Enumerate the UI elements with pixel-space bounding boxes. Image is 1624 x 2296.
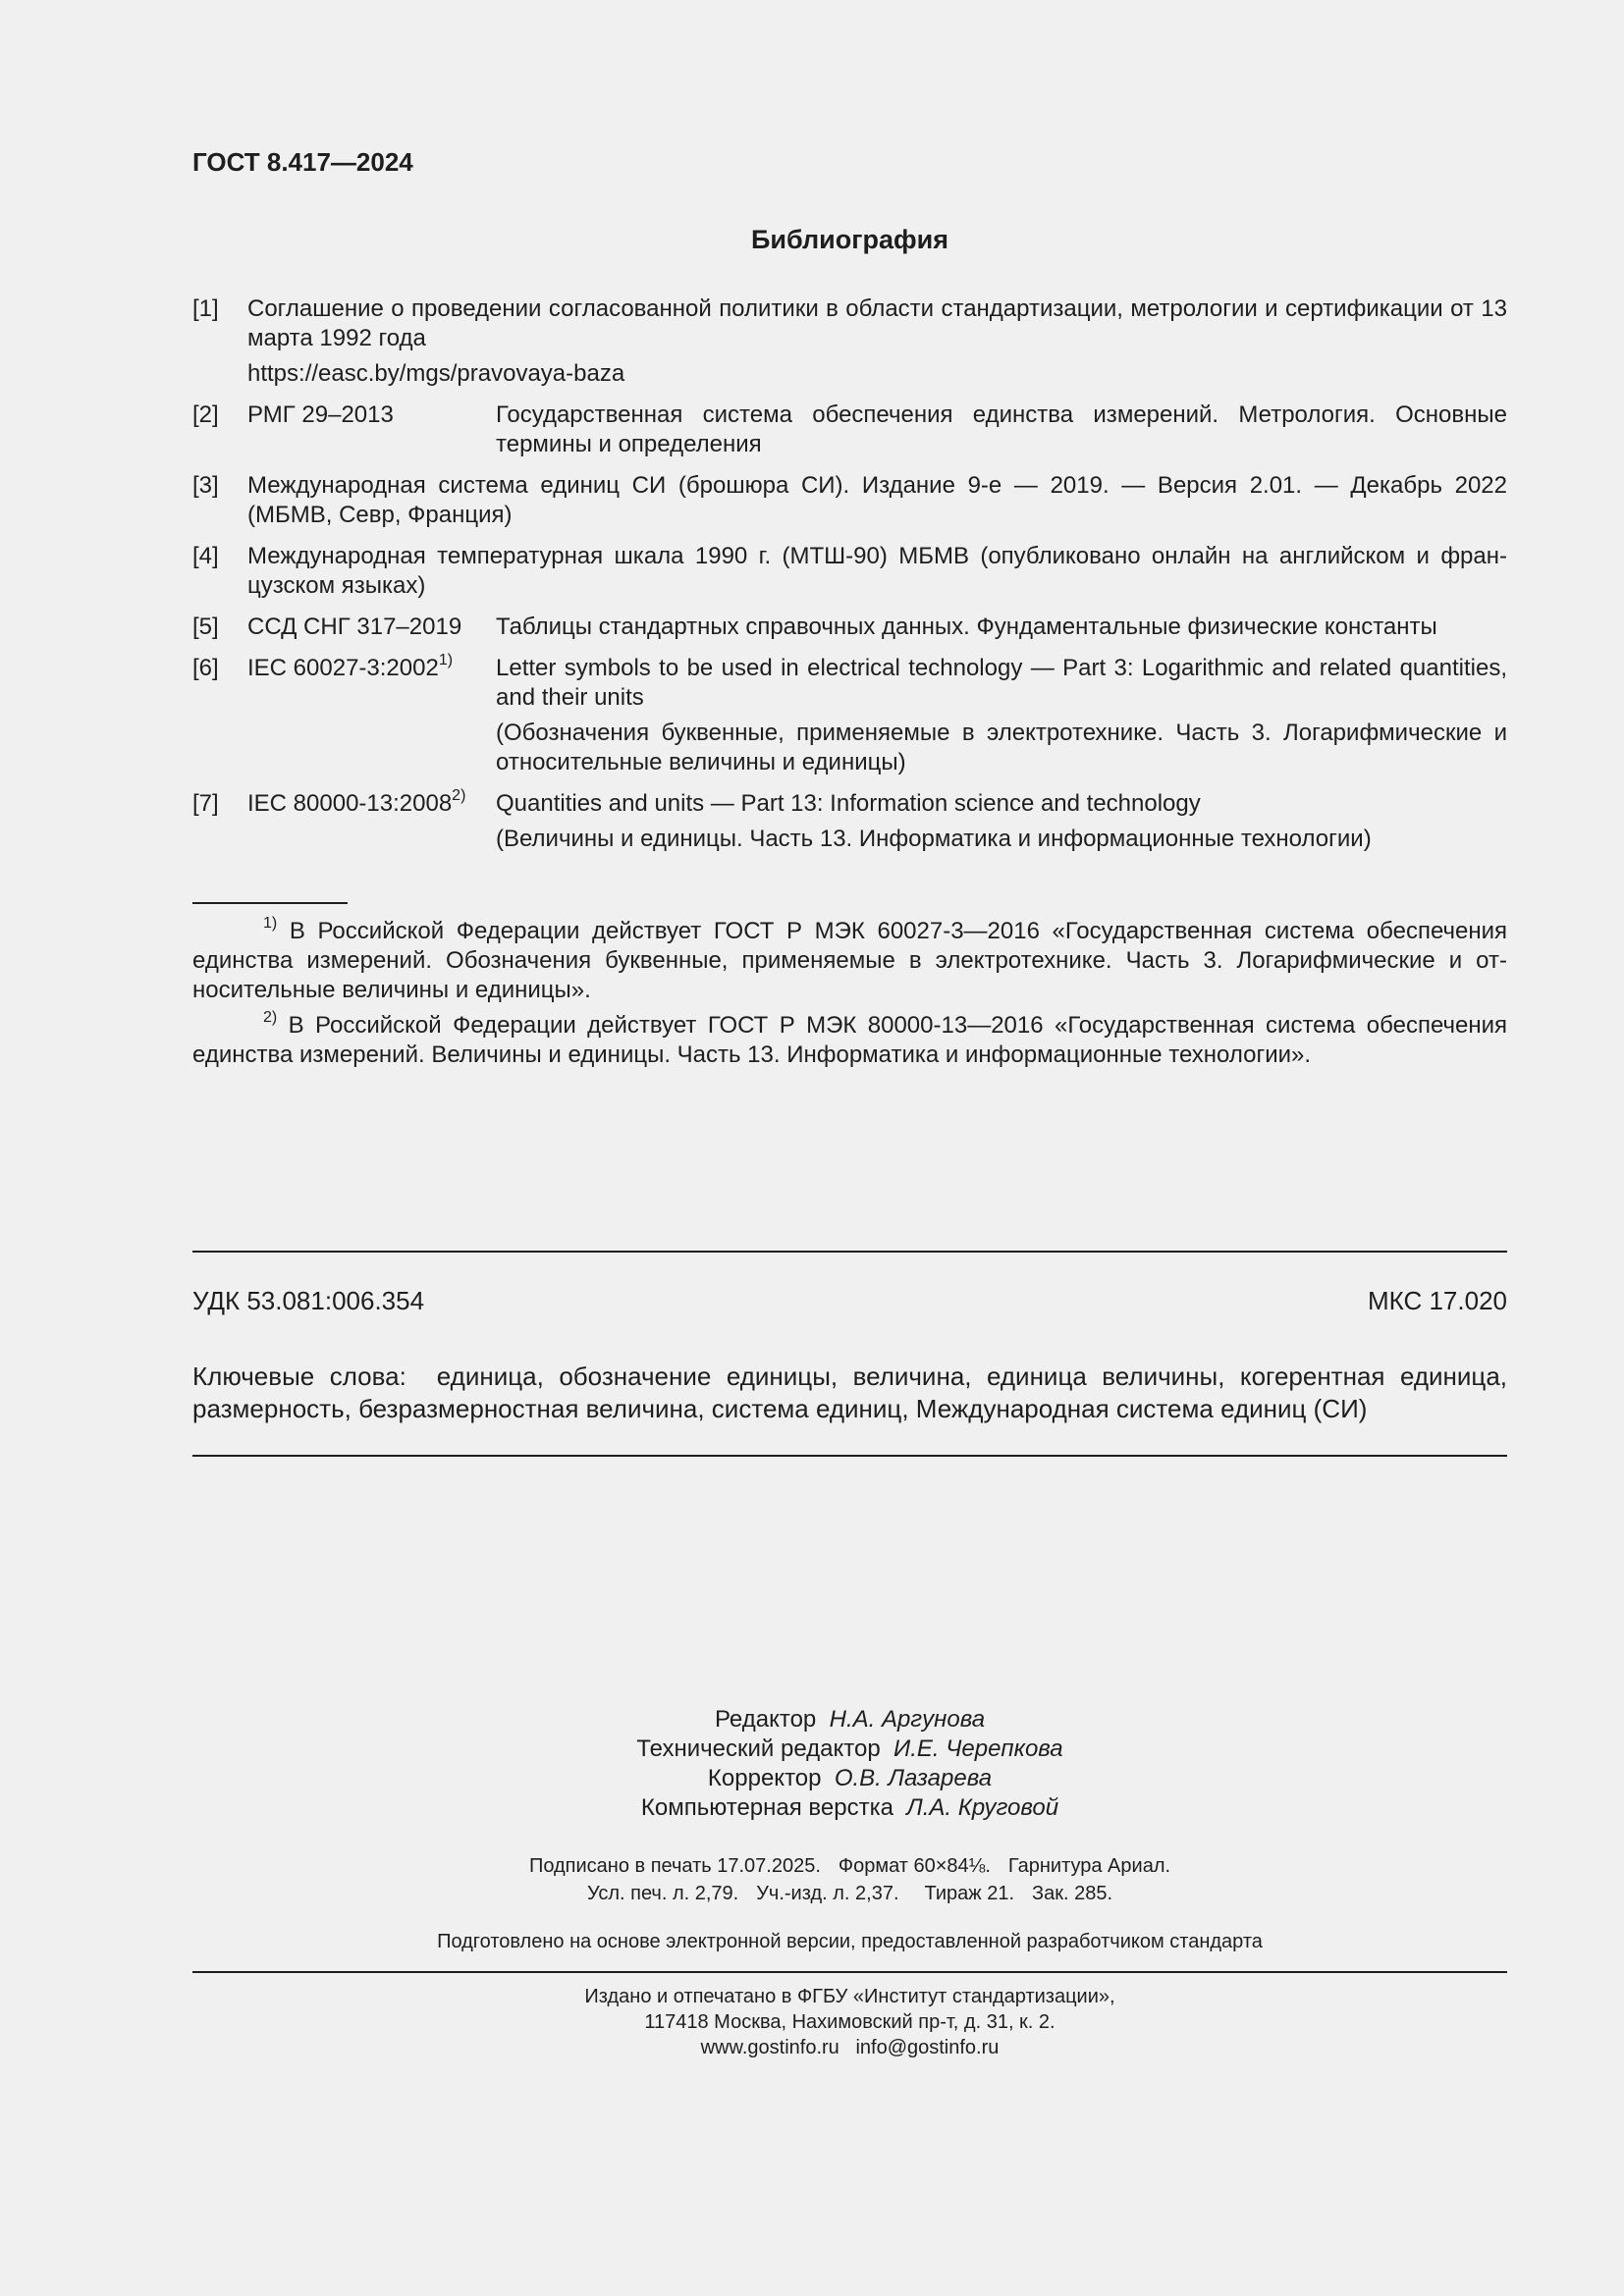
entry-paragraph: Международная температурная шкала 1990 г. (МТШ-90) МБМВ (опубликовано онлайн на английском и фран-цузском языках) bbox=[247, 543, 1507, 599]
entry-text bbox=[496, 613, 1507, 642]
entry-paragraph: Quantities and units — Part 13: Information science and technology bbox=[496, 790, 1201, 817]
entry-paragraph: Таблицы стандартных справочных данных. Фундаментальные физические константы bbox=[496, 614, 1437, 640]
entry-code: ССД СНГ 317–2019 bbox=[247, 614, 462, 640]
entry-text bbox=[496, 789, 1507, 854]
bibliography-entry bbox=[192, 294, 1507, 389]
entry-code: РМГ 29–2013 bbox=[247, 401, 394, 428]
publisher-address: 117418 Москва, Нахимовский пр-т, д. 31, к. 2. bbox=[644, 2011, 1056, 2033]
entry-paragraph: (Обозначения буквенные, применяемые в электротехнике. Часть 3. Логарифмические и относительные величины и единицы) bbox=[496, 720, 1507, 775]
entry-paragraph: https://easc.by/mgs/pravovaya-baza bbox=[247, 360, 625, 387]
document-code: ГОСТ 8.417—2024 bbox=[192, 147, 413, 177]
top-divider bbox=[192, 1251, 1507, 1253]
print-info bbox=[192, 1852, 1507, 1907]
entry-number: [2] bbox=[192, 401, 219, 428]
credit-corrector: Корректор О.В. Лазарева bbox=[707, 1765, 993, 1791]
bibliography-entry bbox=[192, 654, 1507, 777]
entry-number: [3] bbox=[192, 472, 219, 499]
footnote-mark: 2) bbox=[263, 1009, 278, 1026]
entry-paragraph: Letter symbols to be used in electrical technology — Part 3: Logarithmic and related quantities, and their units bbox=[496, 655, 1507, 711]
footnote-text: В Российской Федерации действует ГОСТ Р МЭК 80000-13—2016 «Государственная система обеспечения единства измерений. Величины и единицы. Часть 13. Информатика и информационные технологии». bbox=[192, 1012, 1507, 1068]
footnote-ref: 1) bbox=[438, 652, 454, 668]
entry-number: [4] bbox=[192, 543, 219, 569]
mks-code: МКС 17.020 bbox=[1367, 1286, 1507, 1315]
entry-paragraph: Международная система единиц СИ (брошюра СИ). Издание 9-е — 2019. — Версия 2.01. — Декабрь 2022 (МБМВ, Севр, Франция) bbox=[247, 472, 1507, 528]
credit-layout: Компьютерная верстка Л.А. Круговой bbox=[640, 1794, 1059, 1821]
footnote-text: В Российской Федерации действует ГОСТ Р МЭК 60027-3—2016 «Государственная система обеспечения единства измерений. Обозначения буквенные, применяемые в электротехнике. Часть 3. Логарифмические и от-носительные величины и единицы». bbox=[192, 918, 1507, 1003]
prepared-note: Подготовлено на основе электронной версии, предоставленной разработчиком стандарта bbox=[437, 1931, 1263, 1952]
publisher-site-link[interactable]: www.gostinfo.ru bbox=[700, 2037, 839, 2058]
entry-text bbox=[496, 400, 1507, 459]
bottom-divider bbox=[192, 1455, 1507, 1457]
entry-text bbox=[247, 294, 1507, 389]
footnote-divider bbox=[192, 902, 348, 904]
udk-code: УДК 53.081:006.354 bbox=[192, 1286, 425, 1315]
footnote-ref: 2) bbox=[452, 787, 466, 804]
entry-text bbox=[247, 471, 1507, 530]
credit-tech-editor: Технический редактор И.Е. Черепкова bbox=[636, 1735, 1063, 1762]
bibliography-title: Библиография bbox=[751, 225, 948, 254]
publisher-divider bbox=[192, 1971, 1507, 1973]
bibliography-entry bbox=[192, 613, 1507, 642]
footnote-mark: 1) bbox=[263, 915, 278, 932]
print-info-line-2: Усл. печ. л. 2,79. Уч.-изд. л. 2,37. Тираж 21. Зак. 285. bbox=[586, 1883, 1113, 1904]
keywords-text: единица, обозначение единицы, величина, единица величины, когерентная единица, размерность, безразмерностная величина, система единиц, Международная система единиц (СИ) bbox=[192, 1362, 1508, 1423]
publisher-info bbox=[192, 1984, 1507, 2060]
publisher-line-1: Издано и отпечатано в ФГБУ «Институт стандартизации», bbox=[584, 1986, 1115, 2007]
entry-text bbox=[496, 654, 1507, 777]
print-info-line-1: Подписано в печать 17.07.2025. Формат 60×84⅛. Гарнитура Ариал. bbox=[528, 1855, 1171, 1877]
publisher-contacts bbox=[192, 2035, 1507, 2060]
entry-number: [6] bbox=[192, 655, 219, 681]
credits bbox=[192, 1705, 1507, 1823]
bibliography-entry bbox=[192, 789, 1507, 854]
entry-text bbox=[247, 542, 1507, 601]
bibliography-list bbox=[192, 294, 1507, 866]
footnote bbox=[192, 1011, 1507, 1070]
entry-code: IEC 80000-13:2008$^{2)}$ bbox=[247, 787, 466, 817]
credit-editor: Редактор Н.А. Аргунова bbox=[714, 1706, 986, 1733]
entry-number: [5] bbox=[192, 614, 219, 640]
footnote bbox=[192, 917, 1507, 1005]
keywords-label: Ключевые слова: bbox=[192, 1362, 406, 1391]
entry-paragraph: Соглашение о проведении согласованной политики в области стандартизации, метрологии и сертификации от 13 марта 1992 года bbox=[247, 295, 1507, 351]
keywords-block bbox=[192, 1361, 1507, 1425]
document-page bbox=[192, 0, 1507, 2296]
publisher-email-link[interactable]: info@gostinfo.ru bbox=[855, 2037, 1000, 2058]
entry-paragraph: (Величины и единицы. Часть 13. Информатика и информационные технологии) bbox=[496, 826, 1372, 852]
entry-number: [7] bbox=[192, 790, 219, 817]
entry-number: [1] bbox=[192, 295, 219, 322]
bibliography-entry bbox=[192, 471, 1507, 530]
bibliography-entry bbox=[192, 400, 1507, 459]
footnotes bbox=[192, 917, 1507, 1076]
entry-code: IEC 60027-3:2002$^{1)}$ bbox=[247, 652, 454, 681]
entry-paragraph: Государственная система обеспечения единства измерений. Метрология. Основные термины и определения bbox=[496, 401, 1507, 457]
bibliography-entry bbox=[192, 542, 1507, 601]
